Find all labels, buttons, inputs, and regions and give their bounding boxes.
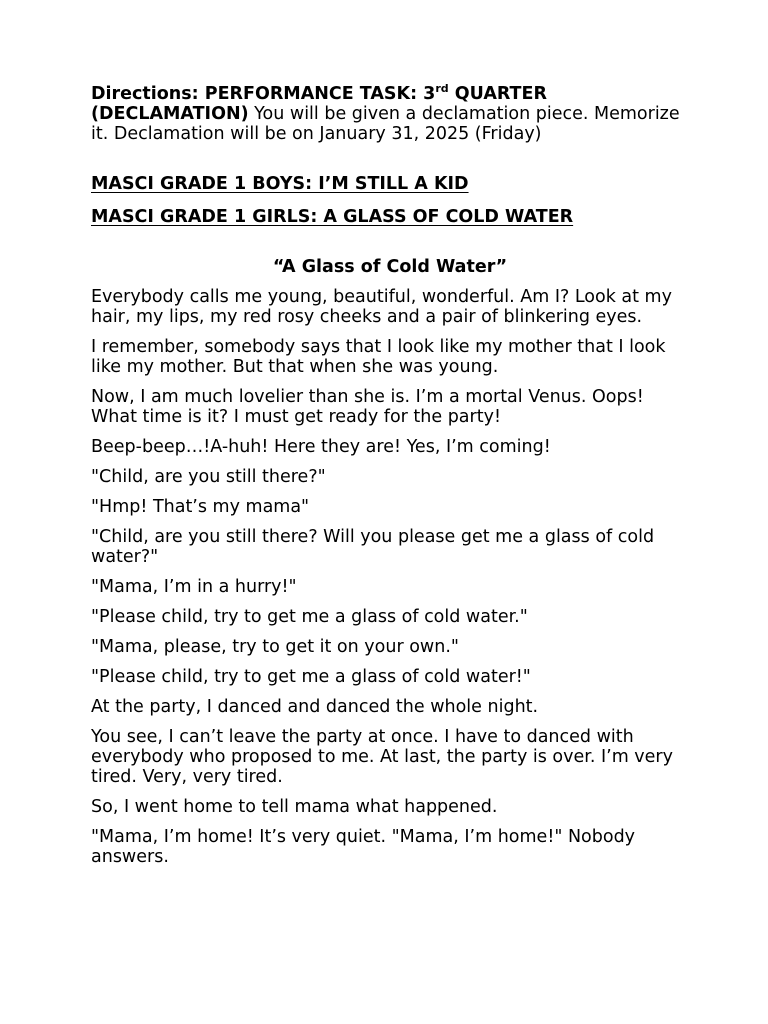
document-page: [91, 84, 691, 877]
piece-paragraph: Everybody calls me young, beautiful, wonderful. Am I? Look at my hair, my lips, my red rosy cheeks and a pair of blinkering eyes.: [91, 287, 672, 327]
piece-paragraph: "Mama, I’m in a hurry!": [91, 577, 297, 597]
directions-paragraph: [91, 84, 691, 144]
piece-paragraph: "Child, are you still there?": [91, 467, 326, 487]
directions-label-rest: QUARTER: [448, 84, 547, 104]
piece-paragraph: "Mama, please, try to get it on your own.": [91, 637, 459, 657]
piece-paragraph: You see, I can’t leave the party at once. I have to danced with everybody who proposed to me. At last, the party is over. I’m very tired. Very, very tired.: [91, 727, 673, 787]
piece-paragraph: "Please child, try to get me a glass of cold water!": [91, 667, 531, 687]
piece-paragraph: Now, I am much lovelier than she is. I’m a mortal Venus. Oops! What time is it? I must get ready for the party!: [91, 387, 644, 427]
assignment-boys: MASCI GRADE 1 BOYS: I’M STILL A KID: [91, 174, 469, 194]
piece-title: “A Glass of Cold Water”: [272, 257, 508, 277]
piece-paragraph: At the party, I danced and danced the whole night.: [91, 697, 539, 717]
directions-label: Directions: PERFORMANCE TASK: 3: [91, 84, 436, 104]
ordinal-suffix: rd: [435, 82, 449, 95]
piece-paragraph: Beep-beep…!A-huh! Here they are! Yes, I’m coming!: [91, 437, 551, 457]
piece-paragraph: "Please child, try to get me a glass of cold water.": [91, 607, 528, 627]
piece-paragraph: "Child, are you still there? Will you please get me a glass of cold water?": [91, 527, 655, 567]
directions-declamation-label: (DECLAMATION): [91, 104, 249, 124]
piece-paragraph: I remember, somebody says that I look like my mother that I look like my mother. But that when she was young.: [91, 337, 666, 377]
assignment-girls: MASCI GRADE 1 GIRLS: A GLASS OF COLD WATER: [91, 207, 574, 227]
directions-text: You will be given a declamation piece. Memorize it. Declamation will be on January 31, 2025 (Friday): [91, 104, 680, 144]
piece-paragraph: "Hmp! That’s my mama": [91, 497, 310, 517]
piece-paragraph: "Mama, I’m home! It’s very quiet. "Mama, I’m home!" Nobody answers.: [91, 827, 636, 867]
piece-paragraph: So, I went home to tell mama what happened.: [91, 797, 498, 817]
